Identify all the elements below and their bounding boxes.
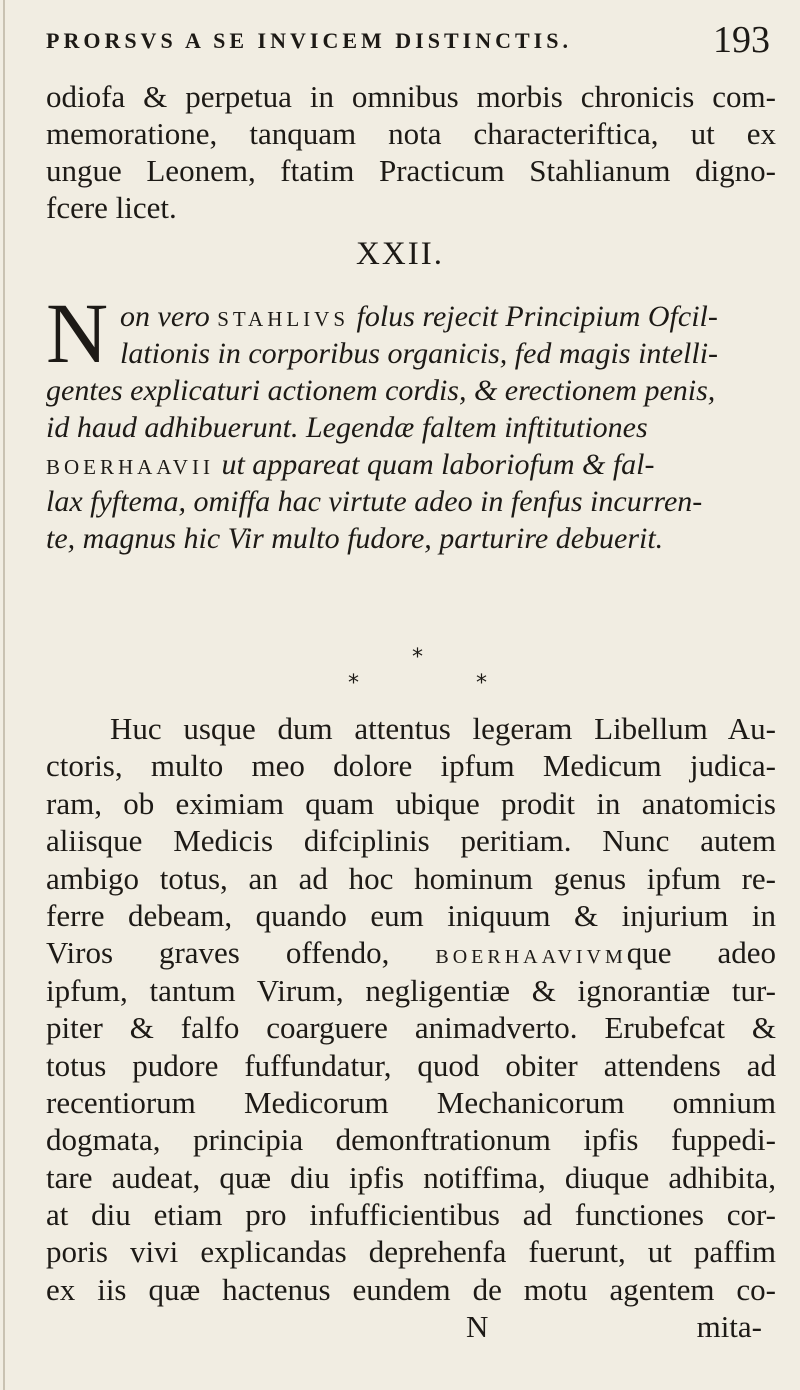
page-edge-line [3, 0, 5, 1390]
intro-line: memoratione, tanquam nota characteriftica, ut ex [46, 116, 776, 151]
text-line: totus pudore fuffundatur, quod obiter attendens ad [46, 1047, 776, 1083]
text-line: Huc usque dum attentus legeram Libellum Au- [110, 711, 776, 746]
italic-paragraph [46, 285, 776, 557]
running-head [46, 16, 770, 72]
intro-line: fcere licet. [46, 190, 177, 225]
italic-line: lationis in corporibus organicis, fed magis intelli- [120, 337, 719, 370]
smallcaps-name: BOERHAAVII [46, 455, 214, 479]
main-paragraph [46, 710, 776, 1345]
asterisk: * [412, 645, 423, 670]
text-line: aliisque Medicis difciplinis peritiam. Nunc autem [46, 823, 776, 859]
text-line: ipfum, tantum Virum, negligentiæ & ignorantiæ tur- [46, 972, 776, 1008]
catchword: mita- [696, 1309, 762, 1345]
page-number: 193 [713, 19, 770, 61]
intro-line: odiofa & perpetua in omnibus morbis chronicis com- [46, 79, 776, 114]
text-line: ferre debeam, quando eum iniquum & injurium in [46, 897, 776, 933]
text-line: dogmata, principia demonftrationum ipfis fuppedi- [46, 1122, 776, 1158]
text-line: ram, ob eximiam quam ubique prodit in anatomicis [46, 785, 776, 821]
text-line: Viros graves offendo, BOERHAAVIVMque adeo [46, 935, 777, 971]
text-line: tare audeat, quæ diu ipfis notiffima, diuque adhibita, [46, 1159, 776, 1195]
smallcaps-name: STAHLIVS [217, 307, 350, 331]
text-line: ctoris, multo meo dolore ipfum Medicum judica- [46, 748, 776, 784]
page-footer [46, 1308, 776, 1345]
text-line: poris vivi explicandas deprehenfa fuerunt, ut paffim [46, 1234, 776, 1270]
drop-capital: N [46, 285, 109, 381]
signature-mark: N [466, 1309, 489, 1345]
text-line: ambigo totus, an ad hoc hominum genus ipfum re- [46, 860, 776, 896]
text-line: piter & falfo coarguere animadverto. Erubefcat & [46, 1010, 776, 1046]
italic-line: gentes explicaturi actionem cordis, & erectionem penis, [46, 374, 716, 407]
section-heading: XXII. [356, 236, 444, 272]
asterisk: * [348, 671, 359, 696]
italic-line: BOERHAAVII ut appareat quam laboriofum & fal- [46, 448, 655, 481]
text-line: ex iis quæ hactenus eundem de motu agentem co- [46, 1271, 776, 1307]
smallcaps-name: BOERHAAVIVM [435, 946, 627, 969]
text-line: at diu etiam pro infufficientibus ad functiones cor- [46, 1197, 776, 1233]
italic-line: te, magnus hic Vir multo fudore, parturire debuerit. [46, 522, 664, 555]
text-line: recentiorum Medicorum Mechanicorum omnium [46, 1084, 776, 1120]
italic-line: lax fyftema, omiffa hac virtute adeo in fenfus incurren- [46, 485, 703, 518]
intro-line: ungue Leonem, ftatim Practicum Stahlianum digno- [46, 153, 776, 188]
asterisk: * [476, 671, 487, 696]
running-head-title: PRORSVS A SE INVICEM DISTINCTIS. [46, 28, 572, 53]
intro-paragraph [46, 78, 776, 226]
asterism-ornament [300, 645, 540, 705]
italic-line: on vero STAHLIVS folus rejecit Principium Ofcil- [120, 300, 718, 333]
italic-line: id haud adhibuerunt. Legendæ faltem inftitutiones [46, 411, 648, 444]
